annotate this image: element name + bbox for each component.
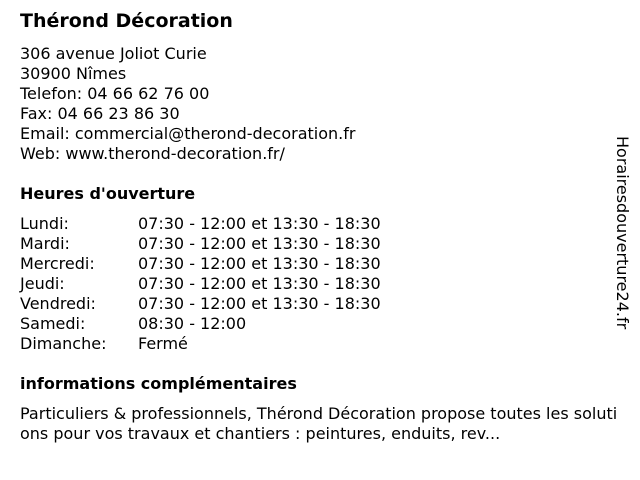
address-street: 306 avenue Joliot Curie xyxy=(20,44,207,63)
hours-row-wednesday xyxy=(20,254,420,274)
opening-hours-heading: Heures d'ouverture xyxy=(20,184,196,203)
business-description: Particuliers & professionnels, Thérond Décoration propose toutes les solutions pour vos travaux et chantiers : peintures, enduits, rev... xyxy=(20,404,618,443)
day-label: Vendredi: xyxy=(20,294,96,313)
time-range: 08:30 - 12:00 xyxy=(138,314,247,333)
email-address: Email: commercial@therond-decoration.fr xyxy=(20,124,356,143)
day-label: Mercredi: xyxy=(20,254,95,273)
address-city: 30900 Nîmes xyxy=(20,64,127,83)
contact-block xyxy=(20,44,355,164)
time-range: 07:30 - 12:00 et 13:30 - 18:30 xyxy=(138,214,381,233)
additional-info-heading: informations complémentaires xyxy=(20,374,297,393)
hours-row-sunday xyxy=(20,334,420,354)
hours-row-saturday xyxy=(20,314,420,334)
time-range: 07:30 - 12:00 et 13:30 - 18:30 xyxy=(138,294,381,313)
hours-row-thursday xyxy=(20,274,420,294)
website-url: Web: www.therond-decoration.fr/ xyxy=(20,144,285,163)
day-label: Samedi: xyxy=(20,314,86,333)
phone-number: Telefon: 04 66 62 76 00 xyxy=(20,84,210,103)
fax-number: Fax: 04 66 23 86 30 xyxy=(20,104,180,123)
time-range: Fermé xyxy=(138,334,188,353)
hours-row-tuesday xyxy=(20,234,420,254)
hours-row-friday xyxy=(20,294,420,314)
opening-hours-table xyxy=(20,214,420,354)
business-name: Thérond Décoration xyxy=(20,10,233,32)
day-label: Jeudi: xyxy=(20,274,65,293)
site-watermark: Horairesdouverture24.fr xyxy=(613,136,632,330)
time-range: 07:30 - 12:00 et 13:30 - 18:30 xyxy=(138,234,381,253)
day-label: Lundi: xyxy=(20,214,69,233)
time-range: 07:30 - 12:00 et 13:30 - 18:30 xyxy=(138,274,381,293)
day-label: Dimanche: xyxy=(20,334,107,353)
hours-row-monday xyxy=(20,214,420,234)
day-label: Mardi: xyxy=(20,234,70,253)
time-range: 07:30 - 12:00 et 13:30 - 18:30 xyxy=(138,254,381,273)
